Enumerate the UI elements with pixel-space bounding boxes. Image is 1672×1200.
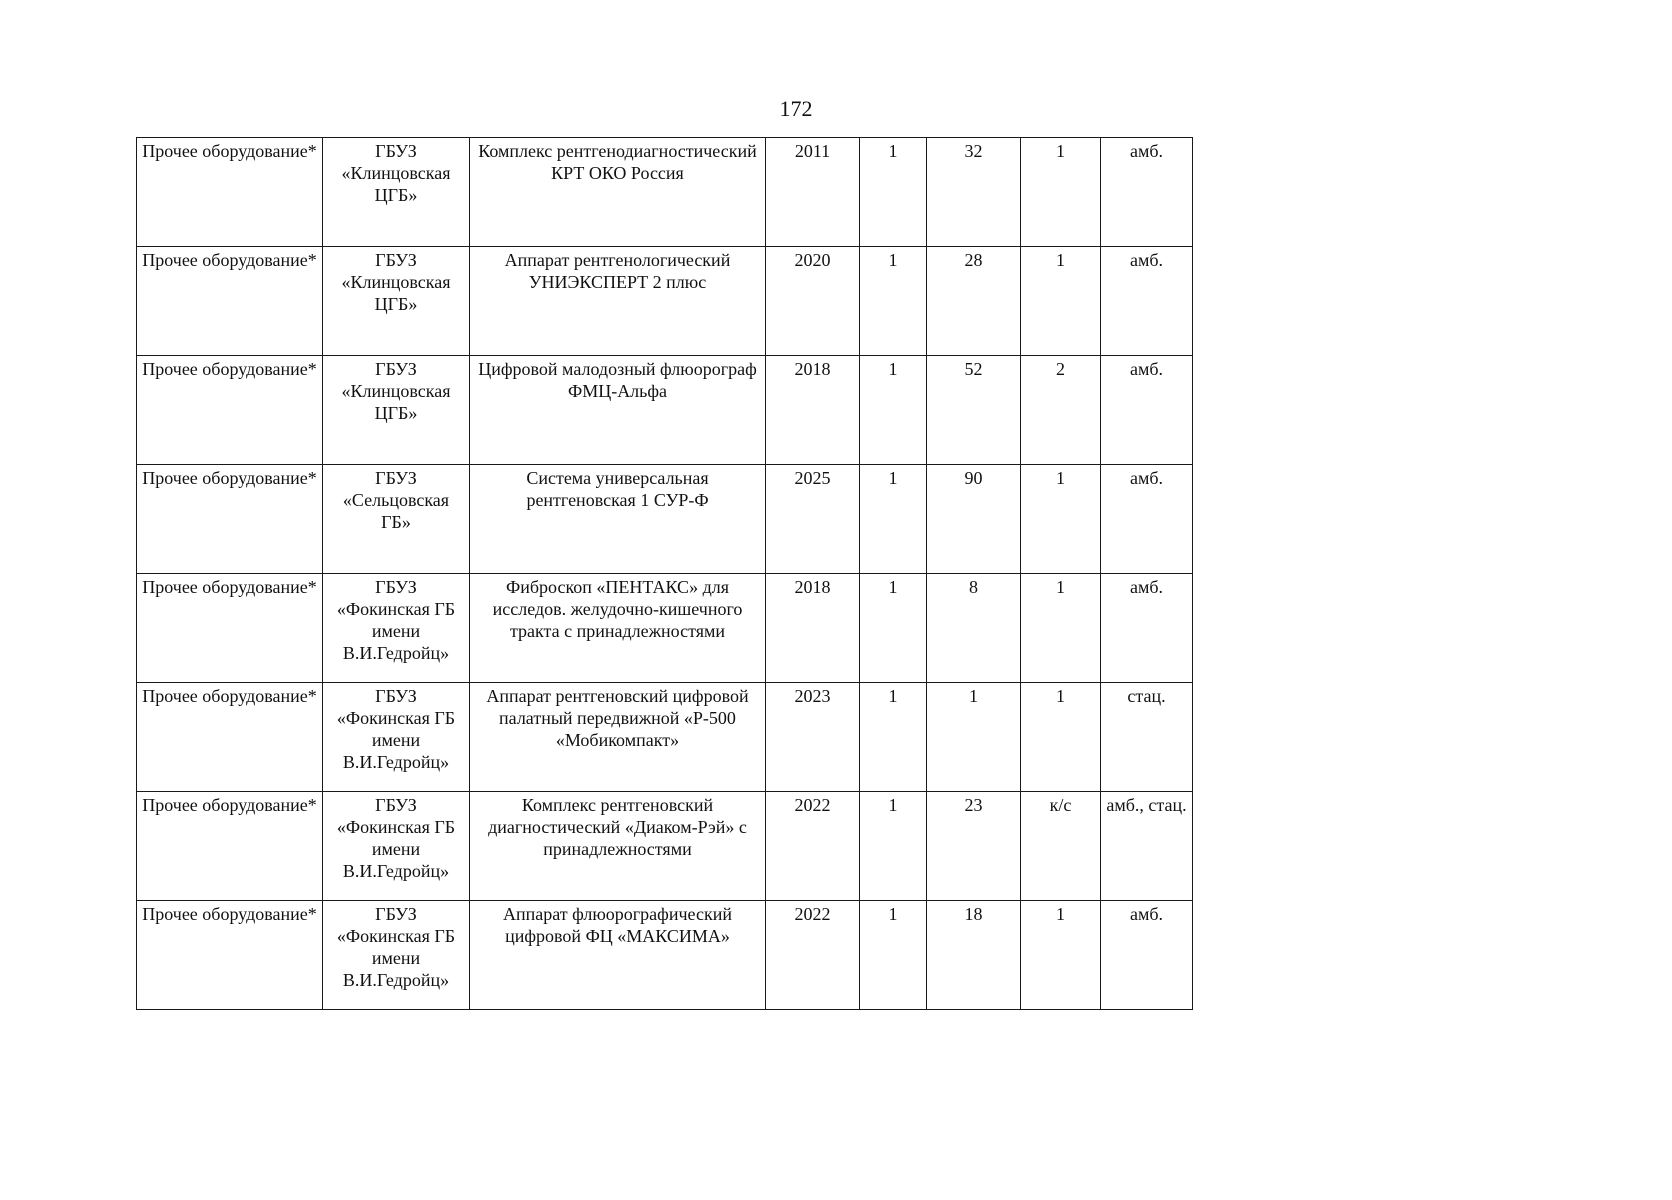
organization-cell: ГБУЗ «Фокинская ГБ имени В.И.Гедройц»: [323, 901, 470, 1010]
mode-cell: амб.: [1101, 901, 1193, 1010]
equipment-cell: Фиброскоп «ПЕНТАКС» для исследов. желудочно-кишечного тракта с принадлежностями: [470, 574, 766, 683]
category-cell: Прочее оборудование*: [137, 465, 323, 574]
category-cell: Прочее оборудование*: [137, 683, 323, 792]
equipment-cell: Аппарат рентгенологический УНИЭКСПЕРТ 2 плюс: [470, 247, 766, 356]
organization-cell: ГБУЗ «Клинцовская ЦГБ»: [323, 247, 470, 356]
year-cell: 2011: [766, 138, 860, 247]
table-row: [137, 901, 1193, 1010]
year-cell: 2018: [766, 356, 860, 465]
mode-cell: амб.: [1101, 138, 1193, 247]
mode-cell: амб.: [1101, 247, 1193, 356]
quantity-cell: 1: [860, 356, 927, 465]
equipment-cell: Цифровой малодозный флюорограф ФМЦ-Альфа: [470, 356, 766, 465]
equipment-cell: Комплекс рентгеновский диагностический «Диаком-Рэй» с принадлежностями: [470, 792, 766, 901]
category-cell: Прочее оборудование*: [137, 138, 323, 247]
organization-cell: ГБУЗ «Фокинская ГБ имени В.И.Гедройц»: [323, 574, 470, 683]
table-row: [137, 683, 1193, 792]
organization-cell: ГБУЗ «Фокинская ГБ имени В.И.Гедройц»: [323, 683, 470, 792]
page-number: 172: [779, 96, 813, 121]
table-row: [137, 792, 1193, 901]
table-row: [137, 465, 1193, 574]
equipment-cell: Аппарат рентгеновский цифровой палатный передвижной «Р-500 «Мобикомпакт»: [470, 683, 766, 792]
organization-cell: ГБУЗ «Клинцовская ЦГБ»: [323, 356, 470, 465]
category-cell: Прочее оборудование*: [137, 356, 323, 465]
mode-cell: амб.: [1101, 465, 1193, 574]
quantity-cell: 1: [860, 465, 927, 574]
year-cell: 2018: [766, 574, 860, 683]
year-cell: 2022: [766, 901, 860, 1010]
table-row: [137, 574, 1193, 683]
category-cell: Прочее оборудование*: [137, 247, 323, 356]
year-cell: 2022: [766, 792, 860, 901]
table-row: [137, 356, 1193, 465]
quantity-cell: 1: [860, 574, 927, 683]
quantity-cell: 1: [860, 792, 927, 901]
year-cell: 2020: [766, 247, 860, 356]
organization-cell: ГБУЗ «Сельцовская ГБ»: [323, 465, 470, 574]
mode-cell: амб., стац.: [1101, 792, 1193, 901]
year-cell: 2023: [766, 683, 860, 792]
mode-cell: амб.: [1101, 574, 1193, 683]
organization-cell: ГБУЗ «Фокинская ГБ имени В.И.Гедройц»: [323, 792, 470, 901]
load-cell: 32: [927, 138, 1021, 247]
category-cell: Прочее оборудование*: [137, 792, 323, 901]
load-cell: 1: [927, 683, 1021, 792]
load-cell: 8: [927, 574, 1021, 683]
shifts-cell: к/с: [1021, 792, 1101, 901]
shifts-cell: 1: [1021, 901, 1101, 1010]
quantity-cell: 1: [860, 247, 927, 356]
shifts-cell: 1: [1021, 683, 1101, 792]
quantity-cell: 1: [860, 901, 927, 1010]
shifts-cell: 1: [1021, 247, 1101, 356]
load-cell: 52: [927, 356, 1021, 465]
table-row: [137, 138, 1193, 247]
equipment-cell: Комплекс рентгенодиагностический КРТ ОКО Россия: [470, 138, 766, 247]
quantity-cell: 1: [860, 138, 927, 247]
equipment-cell: Аппарат флюорографический цифровой ФЦ «МАКСИМА»: [470, 901, 766, 1010]
load-cell: 90: [927, 465, 1021, 574]
shifts-cell: 1: [1021, 465, 1101, 574]
equipment-table: [136, 137, 1193, 1010]
shifts-cell: 1: [1021, 138, 1101, 247]
mode-cell: стац.: [1101, 683, 1193, 792]
shifts-cell: 1: [1021, 574, 1101, 683]
category-cell: Прочее оборудование*: [137, 574, 323, 683]
table-row: [137, 247, 1193, 356]
mode-cell: амб.: [1101, 356, 1193, 465]
load-cell: 23: [927, 792, 1021, 901]
quantity-cell: 1: [860, 683, 927, 792]
load-cell: 18: [927, 901, 1021, 1010]
equipment-cell: Система универсальная рентгеновская 1 СУР-Ф: [470, 465, 766, 574]
shifts-cell: 2: [1021, 356, 1101, 465]
organization-cell: ГБУЗ «Клинцовская ЦГБ»: [323, 138, 470, 247]
load-cell: 28: [927, 247, 1021, 356]
category-cell: Прочее оборудование*: [137, 901, 323, 1010]
year-cell: 2025: [766, 465, 860, 574]
